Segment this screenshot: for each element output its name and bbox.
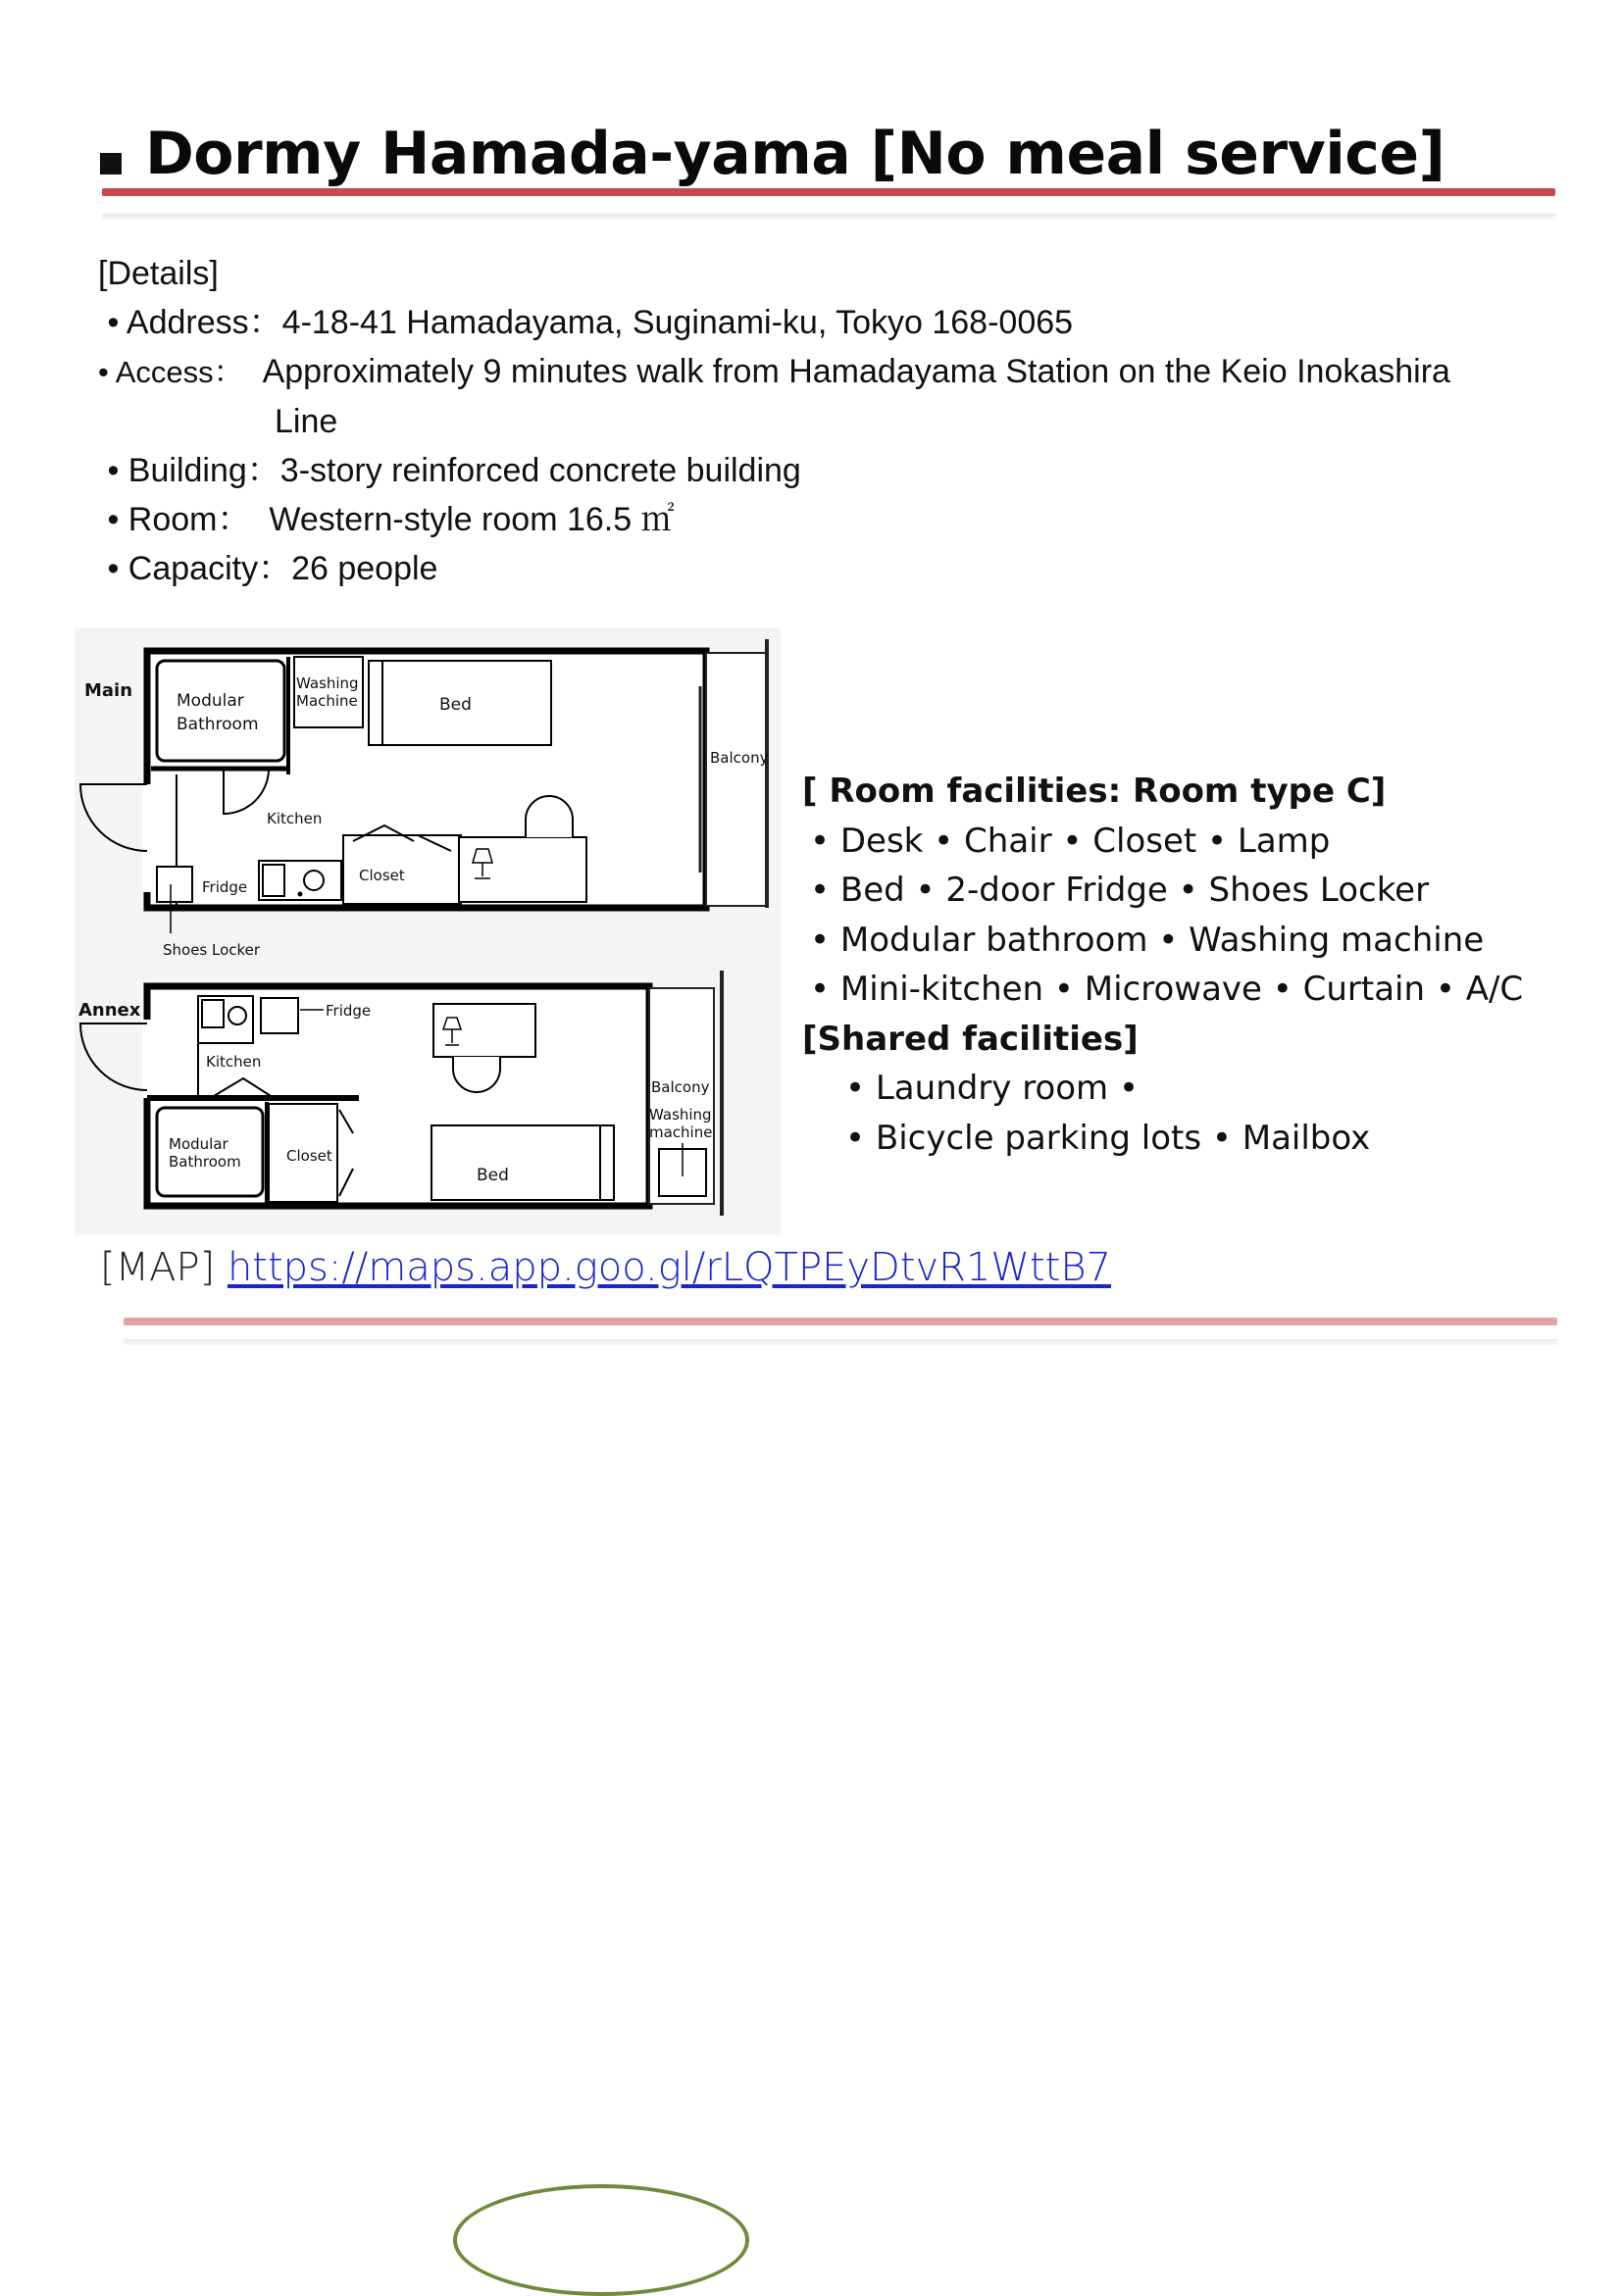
main-balcony xyxy=(706,653,767,906)
main-desk xyxy=(459,837,586,902)
annex-washing-line2: machine xyxy=(649,1123,713,1141)
main-bathroom xyxy=(157,661,284,761)
main-fridge-label: Fridge xyxy=(202,878,248,896)
page-title-block xyxy=(100,110,1445,198)
annex-bath-line2: Bathroom xyxy=(169,1153,241,1171)
annex-bath-line1: Modular xyxy=(169,1135,228,1153)
room-row xyxy=(98,495,1579,544)
annex-desk xyxy=(433,1004,535,1057)
main-washing-line1: Washing xyxy=(296,674,359,692)
capacity-label: • Capacity： xyxy=(107,550,292,587)
access-value: Approximately 9 minutes walk from Hamadayama Station on the Keio Inokashira xyxy=(262,353,1450,390)
details-section xyxy=(98,249,1579,593)
building-row xyxy=(98,446,1579,495)
building-value: 3-story reinforced concrete building xyxy=(279,452,801,489)
room-label: • Room： xyxy=(107,501,251,538)
main-closet-label: Closet xyxy=(359,867,405,884)
annex-fridge-label: Fridge xyxy=(326,1002,372,1020)
address-label: • Address： xyxy=(107,304,282,341)
annex-label-visible: Annex xyxy=(78,1000,141,1021)
map-underline xyxy=(124,1318,1557,1325)
main-label: Main xyxy=(84,680,133,701)
title-underline-shadow xyxy=(102,214,1555,220)
annex-balcony-label: Balcony xyxy=(651,1078,710,1096)
room-facility-item: • Bed • 2-door Fridge • Shoes Locker xyxy=(810,871,1430,910)
shared-facility-item: • Bicycle parking lots • Mailbox xyxy=(845,1118,1371,1158)
title-underline xyxy=(102,188,1555,196)
annex-bed xyxy=(431,1125,614,1200)
main-kitchen-label: Kitchen xyxy=(267,810,323,827)
floor-plan xyxy=(75,627,781,1235)
annex-washing-line1: Washing xyxy=(649,1106,712,1123)
details-heading: [Details] xyxy=(98,255,219,292)
shared-facility-item: • Laundry room • xyxy=(845,1069,1140,1108)
page-number-oval xyxy=(453,2184,749,2296)
main-balcony-label: Balcony xyxy=(710,749,769,767)
capacity-row xyxy=(98,544,1579,593)
annex-bed-label: Bed xyxy=(477,1166,509,1185)
map-row xyxy=(100,1245,1111,1290)
map-underline-shadow xyxy=(124,1339,1557,1345)
page-title: Dormy Hamada-yama [No meal service] xyxy=(145,120,1445,188)
room-facility-item: • Modular bathroom • Washing machine xyxy=(810,920,1485,960)
main-bed-label: Bed xyxy=(439,695,472,715)
map-label: [MAP] xyxy=(100,1245,216,1290)
black-square-icon xyxy=(100,153,122,175)
capacity-value: 26 people xyxy=(291,550,438,587)
facilities-section xyxy=(802,767,1587,1163)
main-bath-line1: Modular xyxy=(177,691,244,711)
access-row-cont: Line xyxy=(275,403,338,440)
map-link[interactable]: https://maps.app.goo.gl/rLQTPEyDtvR1WttB7 xyxy=(227,1245,1111,1290)
shoes-locker-label: Shoes Locker xyxy=(163,941,261,959)
main-bath-line2: Bathroom xyxy=(177,715,259,734)
annex-closet-label: Closet xyxy=(286,1147,332,1165)
access-label: • Access： xyxy=(98,355,244,389)
shared-facilities-header: [Shared facilities] xyxy=(802,1019,1139,1059)
room-value: Western-style room 16.5 ㎡ xyxy=(269,501,675,538)
building-label: • Building： xyxy=(107,452,280,489)
room-facility-item: • Desk • Chair • Closet • Lamp xyxy=(810,821,1331,861)
address-value: 4-18-41 Hamadayama, Suginami-ku, Tokyo 168-0065 xyxy=(281,304,1074,341)
room-facility-item: • Mini-kitchen • Microwave • Curtain • A/C xyxy=(810,970,1524,1009)
room-facilities-header: [ Room facilities: Room type C] xyxy=(802,772,1387,811)
address-row xyxy=(98,298,1579,347)
access-row xyxy=(98,347,1579,397)
shoes-locker xyxy=(157,867,192,902)
annex-kitchen-label: Kitchen xyxy=(206,1053,262,1071)
main-washing-line2: Machine xyxy=(296,692,358,710)
annex-fridge xyxy=(261,998,298,1033)
